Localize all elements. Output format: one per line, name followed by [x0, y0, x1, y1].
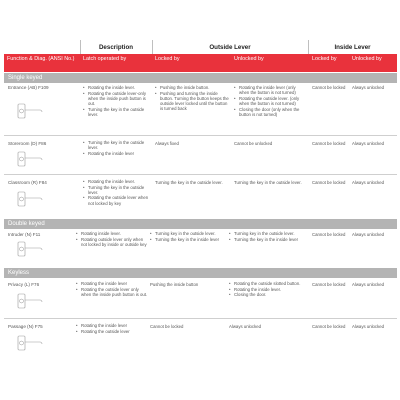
row-label-classroom: Classroom (R) F84: [8, 180, 47, 185]
section-double-keyed: Double keyed: [4, 219, 397, 229]
intruder-latch-1: • Rotating inside lever.: [76, 231, 148, 236]
subheader-unlocked-by: Unlocked by: [234, 56, 264, 62]
storeroom-latch-1: • Turning the key in the outside lever.: [83, 140, 151, 150]
intruder-lock-icon: [14, 240, 50, 264]
intruder-latch-2: • Rotating outside lever only when not locked by inside or outside key: [76, 237, 148, 247]
entrance-unlocked-3: • Closing the door (only when the button is not turned): [234, 107, 306, 117]
section-single-keyed: Single keyed: [4, 73, 397, 83]
row-label-intruder: Intruder (N) F11: [8, 232, 41, 237]
entrance-unlocked-1: • Rotating the inside lever (only when the button is not turned): [234, 85, 306, 95]
storeroom-inside-locked: Cannot be locked: [312, 141, 346, 146]
passage-locked: Cannot be locked: [150, 324, 184, 329]
classroom-lock-icon: [14, 190, 50, 214]
intruder-unlocked-2: • Turning the key in the inside lever: [229, 237, 305, 242]
passage-latch-1: • Rotating the inside lever: [76, 323, 148, 328]
privacy-latch: [76, 281, 148, 297]
classroom-latch: [83, 179, 151, 206]
classroom-latch-2: • Turning the key in the outside lever.: [83, 185, 151, 195]
classroom-inside-unlocked: Always unlocked: [352, 180, 385, 185]
storeroom-inside-unlocked: Always unlocked: [352, 141, 385, 146]
classroom-locked: Turning the key in the outside lever.: [155, 180, 223, 185]
privacy-latch-1: • Rotating the inside lever: [76, 281, 148, 286]
privacy-lock-icon: [14, 292, 50, 316]
section-keyless: Keyless: [4, 268, 397, 278]
subheader-inside-unlocked-by: Unlocked by: [352, 56, 382, 62]
intruder-locked: [150, 231, 226, 242]
passage-unlocked: Always unlocked: [229, 324, 262, 329]
header-description: Description: [98, 43, 134, 51]
intruder-inside-locked: Cannot be locked: [312, 232, 346, 237]
subheader-locked-by: Locked by: [155, 56, 180, 62]
intruder-unlocked-1: • Turning key in the outside lever.: [229, 231, 305, 236]
entrance-inside-unlocked: Always unlocked: [352, 85, 385, 90]
passage-latch-2: • Rotating the outside lever: [76, 329, 148, 334]
entrance-locked: [155, 85, 231, 112]
storeroom-lock-icon: [14, 150, 50, 174]
privacy-inside-unlocked: Always unlocked: [352, 282, 385, 287]
intruder-unlocked: [229, 231, 305, 242]
intruder-locked-2: • Turning the key in the inside lever: [150, 237, 226, 242]
subheader-latch: Latch operated by: [83, 56, 127, 62]
entrance-unlocked: [234, 85, 306, 117]
entrance-inside-locked: Cannot be locked: [312, 85, 346, 90]
privacy-inside-locked: Cannot be locked: [312, 282, 346, 287]
entrance-latch: [83, 85, 151, 117]
row-label-storeroom: Storeroom (D) F86: [8, 141, 47, 146]
passage-inside-unlocked: Always unlocked: [352, 324, 385, 329]
privacy-unlocked-3: • Closing the door.: [229, 292, 305, 297]
privacy-latch-2: • Rotating the outside lever only when the inside push button is out.: [76, 287, 148, 297]
row-label-entrance: Entrance (AB) F109: [8, 85, 49, 90]
privacy-unlocked: [229, 281, 305, 298]
entrance-latch-3: • Turning the key in the outside lever.: [83, 107, 151, 117]
row-label-passage: Passage (N) F75: [8, 324, 43, 329]
entrance-latch-2: • Rotating the outside lever-only when the inside push button is out.: [83, 91, 151, 107]
entrance-locked-2: • Pushing and turning the inside button. Turning the button keeps the outside lever locked until the button is turned back: [155, 91, 231, 112]
entrance-locked-1: • Pushing the inside button.: [155, 85, 231, 90]
privacy-unlocked-2: • Rotating the inside lever.: [229, 287, 305, 292]
privacy-unlocked-1: • Rotating the outside slotted button.: [229, 281, 305, 286]
row-label-privacy: Privacy (L) F76: [8, 282, 40, 287]
passage-inside-locked: Cannot be locked: [312, 324, 346, 329]
storeroom-locked: Always fixed: [155, 141, 179, 146]
intruder-latch: [76, 231, 148, 247]
classroom-latch-3: • Rotating the outside lever when not locked by key: [83, 195, 151, 205]
storeroom-unlocked: Cannot be unlocked: [234, 141, 273, 146]
classroom-inside-locked: Cannot be locked: [312, 180, 346, 185]
header-outside-lever: Outside Lever: [209, 43, 251, 51]
intruder-inside-unlocked: Always unlocked: [352, 232, 385, 237]
storeroom-latch-2: • Rotating the inside lever: [83, 151, 151, 156]
passage-latch: [76, 323, 148, 334]
subheader-inside-locked-by: Locked by: [312, 56, 337, 62]
entrance-unlocked-2: • Rotating the outside lever. (only when the button is not turned): [234, 96, 306, 106]
classroom-latch-1: • Rotating the inside lever.: [83, 179, 151, 184]
storeroom-latch: [83, 140, 151, 156]
entrance-latch-1: • Rotating the inside lever.: [83, 85, 151, 90]
subheader-function: Function & Diag. (ANSI No.): [7, 56, 75, 62]
entrance-lock-icon: [14, 100, 50, 124]
classroom-unlocked: Turning the key in the outside lever.: [234, 180, 302, 185]
passage-lock-icon: [14, 334, 50, 358]
privacy-locked: Pushing the inside button: [150, 282, 199, 287]
intruder-locked-1: • Turning key in the outside lever.: [150, 231, 226, 236]
header-inside-lever: Inside Lever: [334, 43, 371, 51]
